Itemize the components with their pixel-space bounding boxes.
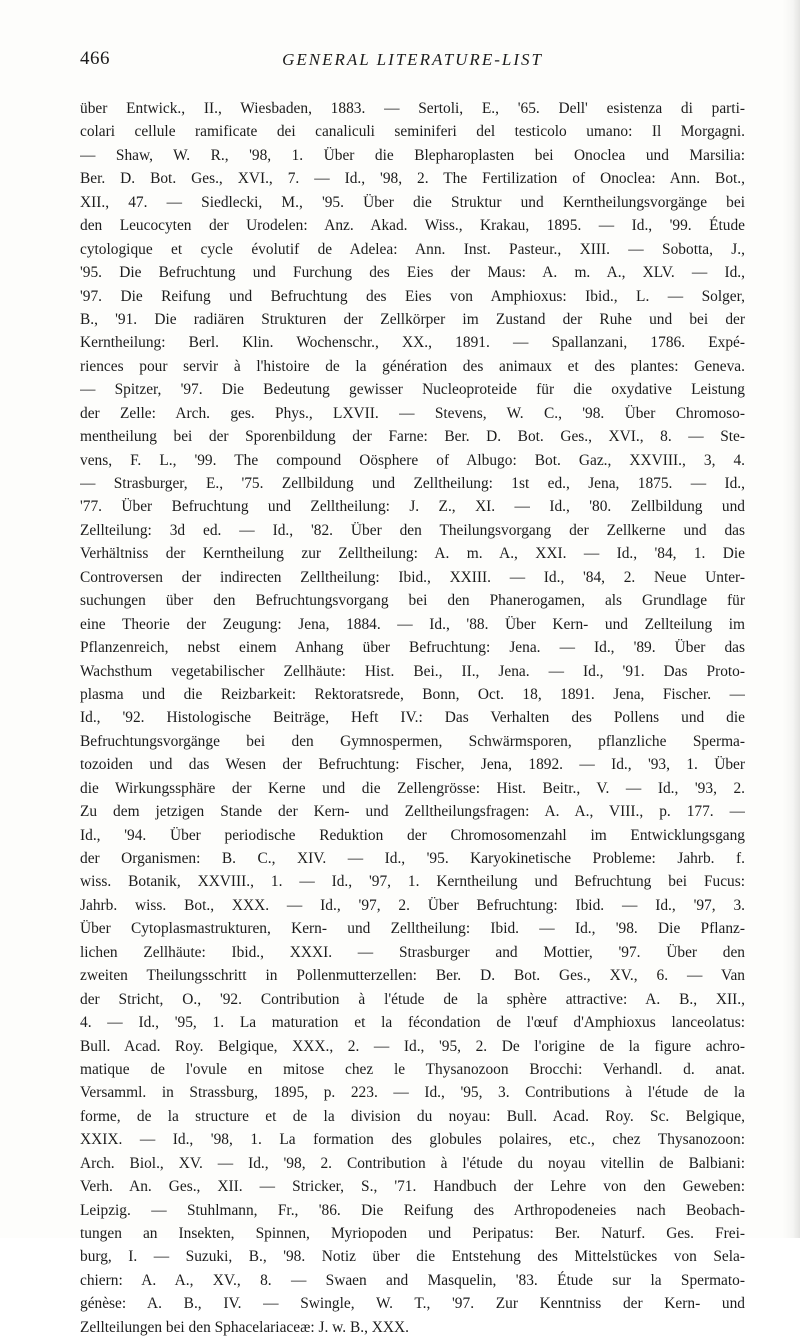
text-line: über Entwick., II., Wiesbaden, 1883. — Sertoli, E., '65. Dell' esistenza di parti- bbox=[80, 100, 745, 117]
text-line: Zellteilung: 3d ed. — Id., '82. Über den Theilungsvorgang der Zellkerne und das bbox=[80, 521, 745, 539]
text-line: forme, de la structure et de la division du noyau: Bull. Acad. Roy. Sc. Belgique, bbox=[80, 1107, 745, 1125]
text-line: Über Cytoplasmastrukturen, Kern- und Zelltheilung: Ibid. — Id., '98. Die Pflanz- bbox=[80, 920, 745, 938]
text-line: '95. Die Befruchtung und Furchung des Eies der Maus: A. m. A., XLV. — Id., bbox=[80, 264, 745, 282]
text-line: '97. Die Reifung und Befruchtung des Eies von Amphioxus: Ibid., L. — Solger, bbox=[80, 287, 745, 305]
text-line: die Wirkungssphäre der Kerne und die Zellengrösse: Hist. Beitr., V. — Id., '93, 2. bbox=[80, 779, 745, 797]
text-line: Jahrb. wiss. Bot., XXX. — Id., '97, 2. Über Befruchtung: Ibid. — Id., '97, 3. bbox=[80, 896, 745, 914]
text-line: lichen Zellhäute: Ibid., XXXI. — Strasburger and Mottier, '97. Über den bbox=[80, 943, 745, 961]
text-line: burg, I. — Suzuki, B., '98. Notiz über die Entstehung des Mittelstückes von Sela- bbox=[80, 1248, 745, 1266]
text-line: mentheilung bei der Sporenbildung der Farne: Ber. D. Bot. Ges., XVI., 8. — Ste- bbox=[80, 428, 745, 446]
text-line: Verhältniss der Kerntheilung zur Zelltheilung: A. m. A., XXI. — Id., '84, 1. Die bbox=[80, 545, 745, 563]
text-line: der Stricht, O., '92. Contribution à l'étude de la sphère attractive: A. B., XII., bbox=[80, 990, 745, 1008]
text-line: Verh. An. Ges., XII. — Stricker, S., '71. Handbuch der Lehre von den Geweben: bbox=[80, 1178, 745, 1196]
text-line: Versamml. in Strassburg, 1895, p. 223. — Id., '95, 3. Contributions à l'étude de la bbox=[80, 1084, 745, 1102]
text-line: plasma und die Reizbarkeit: Rektoratsrede, Bonn, Oct. 18, 1891. Jena, Fischer. — bbox=[80, 685, 745, 703]
text-line: der Zelle: Arch. ges. Phys., LXVII. — Stevens, W. C., '98. Über Chromoso- bbox=[80, 404, 745, 422]
text-line: B., '91. Die radiären Strukturen der Zellkörper im Zustand der Ruhe und bei der bbox=[80, 310, 745, 328]
text-line: der Organismen: B. C., XIV. — Id., '95. Karyokinetische Probleme: Jahrb. f. bbox=[80, 850, 745, 867]
text-line: tungen an Insekten, Spinnen, Myriopoden und Peripatus: Ber. Naturf. Ges. Frei- bbox=[80, 1225, 745, 1242]
page-header bbox=[80, 48, 745, 76]
bibliography-text bbox=[80, 97, 745, 1339]
text-line: Zellteilungen bei den Sphacelariaceæ: J. w. B., XXX. bbox=[80, 1318, 409, 1336]
text-line: colari cellule ramificate dei canaliculi seminiferi del testicolo umano: Il Morgagni. bbox=[80, 123, 745, 141]
text-line: Pflanzenreich, nebst einem Anhang über Befruchtung: Jena. — Id., '89. Über das bbox=[80, 639, 745, 657]
text-line: suchungen über den Befruchtungsvorgang bei den Phanerogamen, als Grundlage für bbox=[80, 592, 745, 610]
text-line: zweiten Theilungsschritt in Pollenmutterzellen: Ber. D. Bot. Ges., XV., 6. — Van bbox=[80, 967, 745, 985]
text-line: eine Theorie der Zeugung: Jena, 1884. — Id., '88. Über Kern- und Zellteilung im bbox=[80, 615, 745, 633]
text-line: Leipzig. — Stuhlmann, Fr., '86. Die Reifung des Arthropodeneies nach Beobach- bbox=[80, 1201, 745, 1219]
text-line: chiern: A. A., XV., 8. — Swaen and Masquelin, '83. Étude sur la Spermato- bbox=[80, 1271, 745, 1289]
text-line: Zu dem jetzigen Stande der Kern- und Zelltheilungsfragen: A. A., VIII., p. 177. — bbox=[80, 803, 745, 821]
text-line: matique de l'ovule en mitose chez le Thysanozoon Brocchi: Verhandl. d. anat. bbox=[80, 1060, 745, 1078]
page-edge-shadow bbox=[782, 0, 800, 1238]
text-line: — Shaw, W. R., '98, 1. Über die Blepharoplasten bei Onoclea und Marsilia: bbox=[80, 146, 745, 164]
text-line: génèse: A. B., IV. — Swingle, W. T., '97. Zur Kenntniss der Kern- und bbox=[80, 1295, 745, 1313]
running-title: GENERAL LITERATURE-LIST bbox=[282, 50, 543, 69]
text-line: Arch. Biol., XV. — Id., '98, 2. Contribution à l'étude du noyau vitellin de Balbiani: bbox=[80, 1154, 745, 1172]
text-line: — Spitzer, '97. Die Bedeutung gewisser Nucleoproteide für die oxydative Leistung bbox=[80, 381, 745, 399]
text-line: Befruchtungsvorgänge bei den Gymnospermen, Schwärmsporen, pflanzliche Sperma- bbox=[80, 732, 745, 750]
text-line: '77. Über Befruchtung und Zelltheilung: J. Z., XI. — Id., '80. Zellbildung und bbox=[80, 498, 745, 516]
page-number: 466 bbox=[80, 48, 110, 69]
text-line: XXIX. — Id., '98, 1. La formation des globules polaires, etc., chez Thysanozoon: bbox=[80, 1131, 745, 1149]
text-line: Id., '94. Über periodische Reduktion der Chromosomenzahl im Entwicklungsgang bbox=[80, 826, 745, 844]
text-line: XII., 47. — Siedlecki, M., '95. Über die Struktur und Kerntheilungsvorgänge bei bbox=[80, 193, 745, 211]
text-line: den Leucocyten der Urodelen: Anz. Akad. Wiss., Krakau, 1895. — Id., '99. Étude bbox=[80, 217, 745, 235]
text-line: — Strasburger, E., '75. Zellbildung und Zelltheilung: 1st ed., Jena, 1875. — Id., bbox=[80, 475, 745, 492]
text-line: Ber. D. Bot. Ges., XVI., 7. — Id., '98, 2. The Fertilization of Onoclea: Ann. Bot., bbox=[80, 170, 745, 188]
text-line: riences pour servir à l'histoire de la génération des animaux et des plantes: Geneva. bbox=[80, 357, 745, 375]
text-line: Id., '92. Histologische Beiträge, Heft IV.: Das Verhalten des Pollens und die bbox=[80, 709, 745, 727]
text-line: vens, F. L., '99. The compound Oösphere of Albugo: Bot. Gaz., XXVIII., 3, 4. bbox=[80, 451, 745, 469]
text-line: Kerntheilung: Berl. Klin. Wochenschr., XX., 1891. — Spallanzani, 1786. Expé- bbox=[80, 334, 745, 352]
text-line: 4. — Id., '95, 1. La maturation et la fécondation de l'œuf d'Amphioxus lanceolatus: bbox=[80, 1014, 745, 1032]
text-line: Bull. Acad. Roy. Belgique, XXX., 2. — Id., '95, 2. De l'origine de la figure achro- bbox=[80, 1037, 745, 1055]
text-line: Controversen der indirecten Zelltheilung: Ibid., XXIII. — Id., '84, 2. Neue Unter- bbox=[80, 568, 745, 586]
text-line: wiss. Botanik, XXVIII., 1. — Id., '97, 1. Kerntheilung und Befruchtung bei Fucus: bbox=[80, 873, 745, 891]
text-line: Wachsthum vegetabilischer Zellhäute: Hist. Bei., II., Jena. — Id., '91. Das Proto- bbox=[80, 662, 745, 680]
text-line: cytologique et cycle évolutif de Adelea: Ann. Inst. Pasteur., XIII. — Sobotta, J., bbox=[80, 240, 745, 258]
text-line: tozoiden und das Wesen der Befruchtung: Fischer, Jena, 1892. — Id., '93, 1. Über bbox=[80, 756, 745, 774]
